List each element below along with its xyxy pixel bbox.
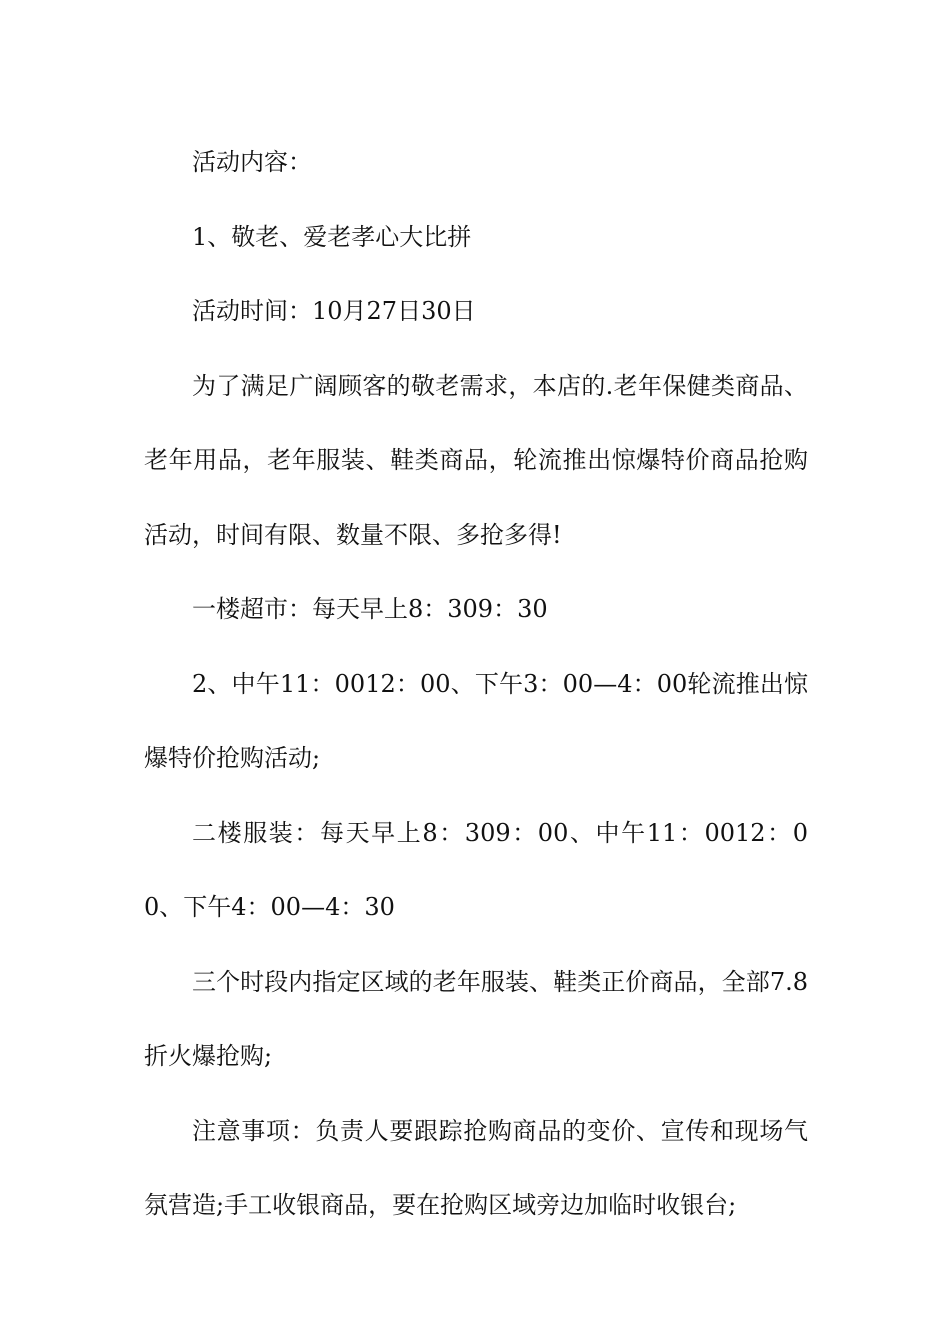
- paragraph-section-heading: 活动内容：: [192, 148, 312, 176]
- paragraph-notes: 注意事项：负责人要跟踪抢购商品的变价、宣传和现场气氛营造;手工收银商品，要在抢购区域旁边加临时收银台;: [144, 1116, 808, 1219]
- paragraph-noon-afternoon-schedule: 2、中午11：0012：00、下午3：00—4：00轮流推出惊爆特价抢购活动;: [144, 669, 808, 772]
- paragraph-first-floor-schedule: 一楼超市：每天早上8：309：30: [192, 595, 548, 623]
- document-body: [144, 125, 808, 1243]
- paragraph-second-floor-schedule: 二楼服装：每天早上8：309：00、中午11：0012：00、下午4：00—4：30: [144, 818, 808, 921]
- paragraph-activity-1-title: 1、敬老、爱老孝心大比拼: [192, 222, 472, 251]
- paragraph-discount-info: 三个时段内指定区域的老年服装、鞋类正价商品，全部7.8折火爆抢购;: [144, 967, 808, 1070]
- paragraph-activity-description: 为了满足广阔顾客的敬老需求，本店的.老年保健类商品、老年用品，老年服装、鞋类商品，轮流推出惊爆特价商品抢购活动，时间有限、数量不限、多抢多得!: [144, 371, 808, 549]
- paragraph-activity-time: 活动时间：10月27日30日: [192, 297, 476, 325]
